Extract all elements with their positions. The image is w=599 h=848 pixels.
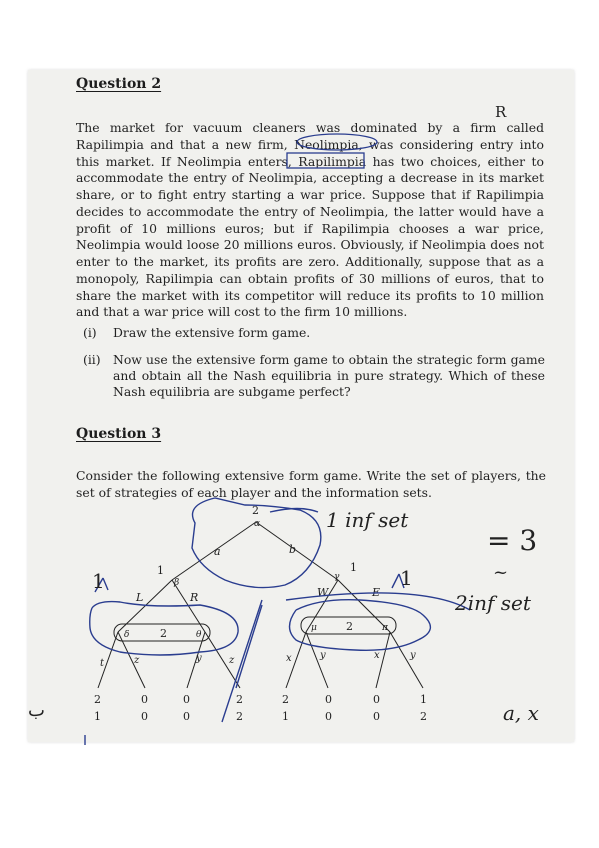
payoff-top-5: 2: [282, 693, 289, 706]
item-number: (i): [83, 325, 97, 340]
payoff-bottom-3: 0: [183, 710, 190, 723]
payoff-bottom-5: 1: [282, 710, 289, 723]
belief-mu: μ: [311, 623, 317, 633]
hw-approx: ~: [493, 562, 509, 583]
question-3-text: Consider the following extensive form game. Write the set of players, the set of strategies of each player and the information sets.: [76, 468, 546, 500]
root-player: 2: [252, 504, 259, 517]
handwritten-r: R: [495, 103, 507, 121]
payoff-top-7: 0: [373, 693, 380, 706]
action-e: E: [372, 586, 381, 599]
payoff-bottom-4: 2: [236, 710, 243, 723]
hw-right-one: 1: [400, 566, 413, 590]
hw-equals-three: = 3: [487, 524, 538, 557]
right-node-player: 1: [350, 561, 357, 574]
hw-info-set-note: 1 inf set: [326, 508, 409, 532]
payoff-bottom-1: 1: [94, 710, 101, 723]
belief-pi: π: [382, 623, 388, 633]
payoff-top-4: 2: [236, 693, 243, 706]
payoff-bottom-6: 0: [325, 710, 332, 723]
question-2-text: The market for vacuum cleaners was dominated by a firm called Rapilimpia and that a new firm, Neolimpia, was considering entry into this market. If Neolimpia enters, Rapilimpia has two choices, either to accommodate the entry of Neolimpia, accepting a decrease in its market share, or to fight entry starting a war price. Suppose that if Rapilimpia decides to accommodate the entry of Neolimpia, the latter would have a profit of 10 millions euros; but if Rapilimpia chooses a war price, Neolimpia would loose 20 millions euros. Obviously, if Neolimpia does not enter to the market, its profits are zero. Additionally, suppose that as a monopoly, Rapilimpia can obtain profits of 30 millions of euros, that to share the market with its competitor will reduce its profits to 10 million and that a war price will cost to the firm 10 millions.: [76, 120, 544, 320]
action-z-left: z: [134, 655, 140, 666]
question-3-title: Question 3: [76, 426, 162, 442]
slash-mark-2: [236, 605, 262, 688]
action-y-right: y: [410, 650, 416, 661]
hw-margin-mark: ب: [28, 700, 45, 721]
belief-delta: δ: [124, 630, 130, 640]
action-l: L: [136, 591, 144, 604]
action-a: a: [214, 545, 221, 558]
left-info-player: 2: [160, 627, 167, 640]
action-b: b: [289, 543, 297, 556]
payoff-top-6: 0: [325, 693, 332, 706]
circle-considering: [297, 134, 377, 150]
payoff-bottom-8: 2: [420, 710, 427, 723]
left-node-prob: β: [174, 578, 180, 588]
handwritten-marks: [85, 498, 470, 745]
payoff-bottom-2: 0: [141, 710, 148, 723]
belief-theta: θ: [196, 630, 202, 640]
action-y-left: y: [196, 653, 202, 664]
action-x-left: x: [286, 653, 292, 664]
action-w: W: [317, 586, 329, 599]
payoff-top-8: 1: [420, 693, 427, 706]
box-two-choices: [287, 153, 364, 168]
payoff-top-2: 0: [141, 693, 148, 706]
question-2-title: Question 2: [76, 76, 162, 92]
payoff-top-1: 2: [94, 693, 101, 706]
hw-two-info-sets: 2inf set: [455, 591, 531, 615]
action-r: R: [190, 591, 199, 604]
hw-ax: a, x: [503, 701, 539, 725]
action-x-right: x: [374, 650, 380, 661]
arrow-stroke: [270, 509, 318, 513]
action-t: t: [100, 658, 105, 669]
payoff-bottom-7: 0: [373, 710, 380, 723]
payoffs: [94, 693, 427, 723]
root-prob: α: [254, 519, 261, 529]
item-text: Now use the extensive form game to obtain the strategic form game and obtain all the Nash equilibria in pure strategy. Which of these Nash equilibria are subgame perfect?: [113, 352, 545, 399]
action-z-right: z: [229, 655, 235, 666]
action-y-mid: y: [320, 650, 326, 661]
hw-left-one: 1: [92, 569, 105, 593]
item-text: Draw the extensive form game.: [113, 325, 311, 340]
right-node-prob: γ: [334, 572, 340, 582]
item-number: (ii): [83, 352, 101, 367]
left-node-player: 1: [157, 564, 164, 577]
right-info-player: 2: [346, 620, 353, 633]
payoff-top-3: 0: [183, 693, 190, 706]
